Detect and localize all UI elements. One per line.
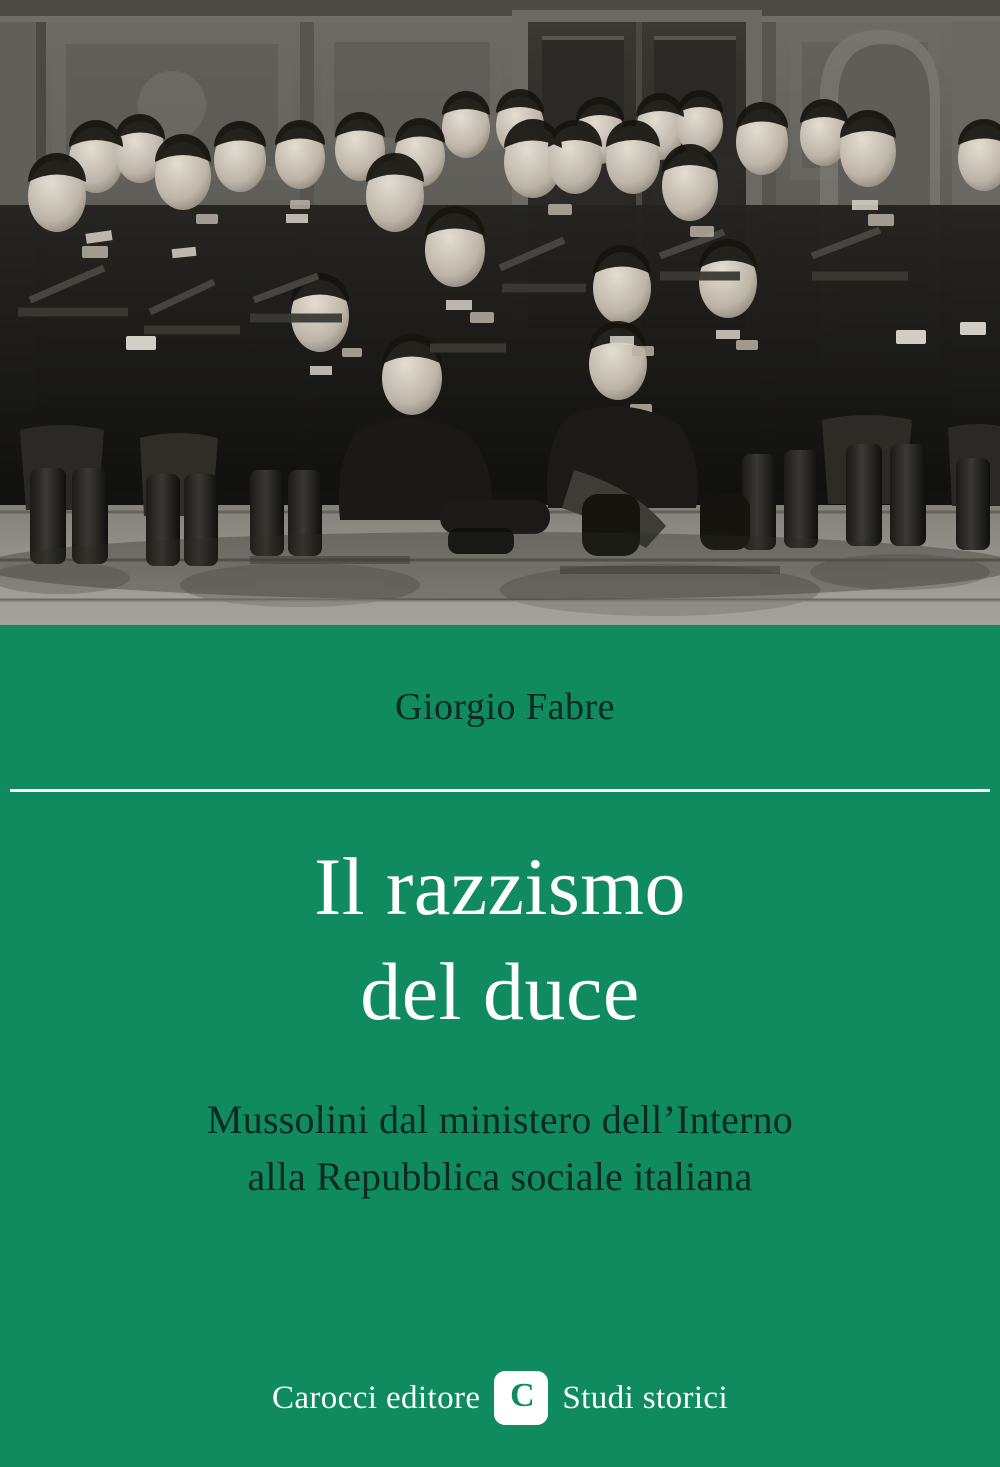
subtitle-line-2: alla Repubblica sociale italiana: [247, 1153, 753, 1199]
title-line-2: del duce: [360, 945, 640, 1037]
logo-letter: C: [510, 1377, 535, 1414]
author-band: [0, 625, 1000, 790]
cover-photograph: [0, 0, 1000, 625]
carocci-logo-icon: [494, 1371, 548, 1425]
divider-rule: [10, 789, 990, 792]
subtitle: [0, 1092, 1000, 1206]
author-name: Giorgio Fabre: [395, 685, 616, 728]
series-name: Studi storici: [562, 1379, 729, 1416]
publisher-footer: [0, 1371, 1000, 1425]
title-line-1: Il razzismo: [313, 841, 687, 932]
subtitle-line-1: Mussolini dal ministero dell’Interno: [206, 1097, 793, 1142]
publisher-name: Carocci editore: [271, 1379, 481, 1416]
page-title: [0, 835, 1000, 1045]
